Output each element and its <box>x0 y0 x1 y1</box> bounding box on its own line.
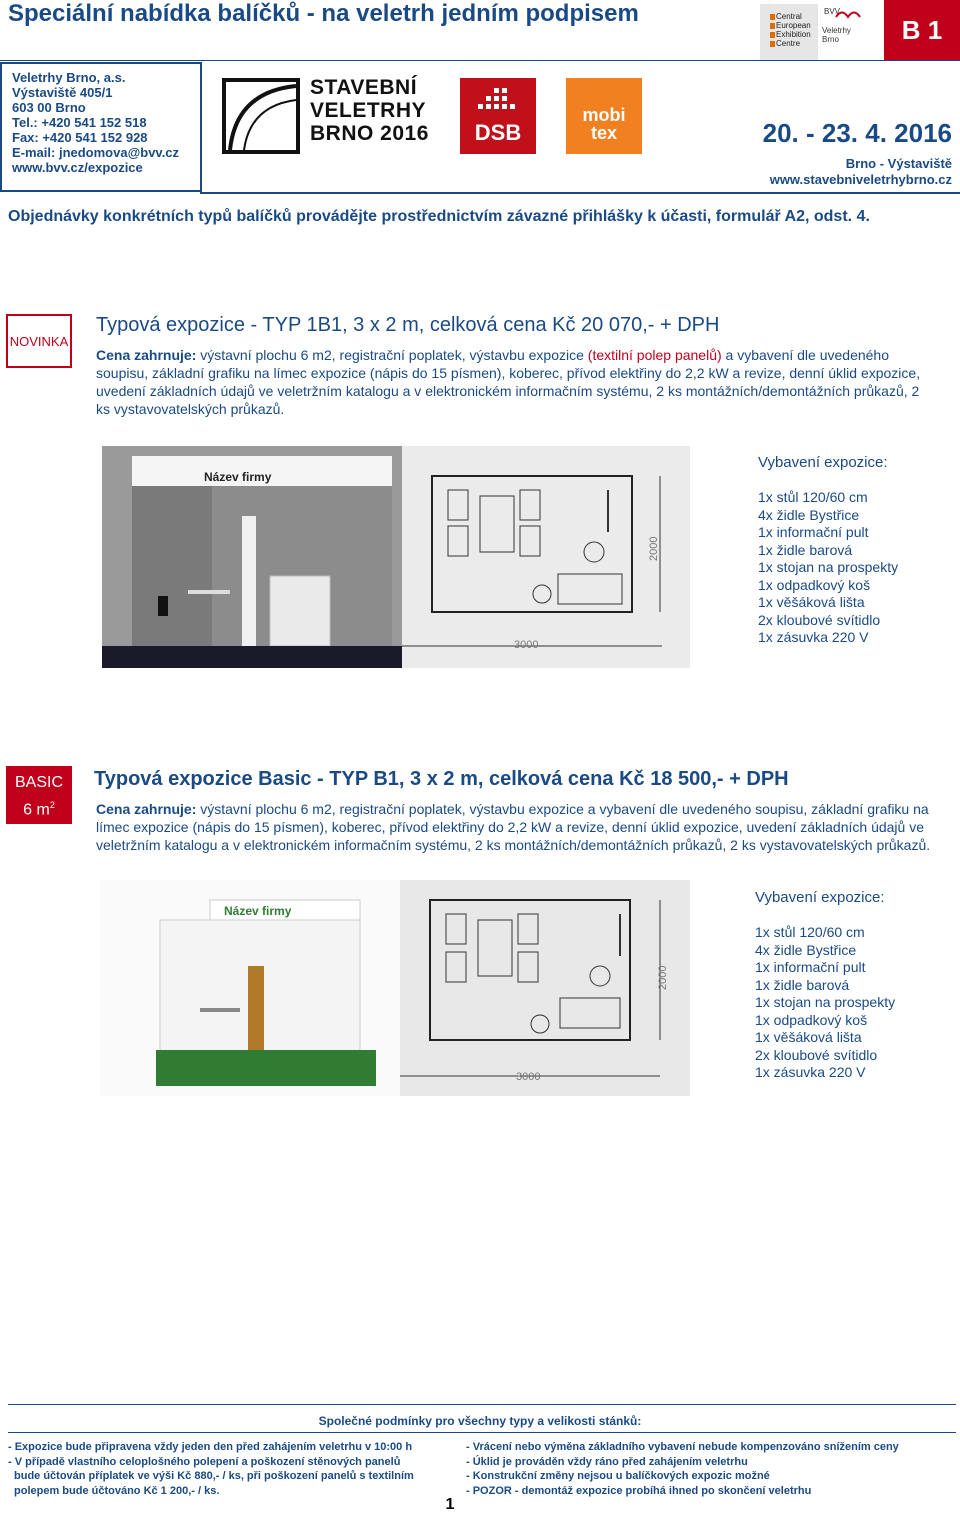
cec-logo: Central European Exhibition Centre <box>760 4 818 60</box>
svg-text:BVV: BVV <box>824 7 841 16</box>
page-number: 1 <box>445 1496 455 1513</box>
svg-text:3000: 3000 <box>516 1071 541 1083</box>
section-badge: B 1 <box>884 0 960 60</box>
list-item: 1x věšáková lišta <box>755 1029 862 1045</box>
list-item: 1x zásuvka 220 V <box>755 1064 866 1080</box>
package-title: Typová expozice - TYP 1B1, 3 x 2 m, celková cena Kč 20 070,- + DPH <box>96 314 720 336</box>
divider <box>200 192 960 194</box>
list-item: 1x židle barová <box>755 976 850 993</box>
dsb-dots-icon <box>478 88 518 118</box>
list-item: 1x informační pult <box>755 959 866 975</box>
condition-item: - POZOR - demontáž expozice probíhá ihned po skončení veletrhu <box>466 1484 812 1497</box>
bvv-logo-icon <box>822 6 868 24</box>
svg-text:2000: 2000 <box>657 965 669 990</box>
equipment-title: Vybavení expozice: <box>755 889 885 906</box>
condition-item: - Konstrukční změny nejsou u balíčkových expozic možné <box>466 1470 770 1482</box>
divider <box>0 60 960 61</box>
equipment-title: Vybavení expozice: <box>758 454 888 471</box>
photo-sign: Název firmy <box>204 470 272 484</box>
svg-text:3000: 3000 <box>514 639 539 651</box>
condition-item: - Expozice bude připravena vždy jeden den před zahájením veletrhu v 10:00 h <box>8 1441 413 1453</box>
event-web-link[interactable]: www.stavebniveletrhybrno.cz <box>769 172 952 187</box>
condition-item: - Vrácení nebo výměna základního vybavení nebude kompenzováno snížením ceny <box>466 1441 899 1453</box>
list-item: 1x odpadkový koš <box>755 1011 868 1028</box>
list-item: 1x věšáková lišta <box>758 594 865 610</box>
package-description: Cena zahrnuje: výstavní plochu 6 m2, registrační poplatek, výstavbu expozice (textilní polep panelů) a vybavení dle uvedeného soupisu, základní grafiku na límec expozice (nápis do 15 písmen), koberec, přívod elektřiny do 2,2 kW a revize, denní úklid expozice, uvedení základních údajů ve veletržním katalogu a v elektronickém informačním systému, 2 ks montážních/demontážních průkazů, 2 ks vystavovatelských průkazů. <box>96 347 921 417</box>
list-item: 1x stojan na prospekty <box>758 559 899 575</box>
stavebni-veletrhy-logo-icon <box>222 78 300 154</box>
package-description: Cena zahrnuje: výstavní plochu 6 m2, registrační poplatek, výstavbu expozice a vybavení dle uvedeného soupisu, základní grafiku na límec expozice (nápis do 15 písmen), koberec, přívod elektřiny do 2,2 kW a revize, denní úklid expozice, uvedení základních údajů ve veletržním katalogu a v elektronickém informačním systému, 2 ks montážních/demontážních průkazů, 2 ks vystavovatelských průkazů. <box>96 801 931 853</box>
footer-conditions-left <box>8 1440 466 1498</box>
list-item: 1x odpadkový koš <box>758 576 871 593</box>
list-item: 2x kloubové svítidlo <box>758 611 881 628</box>
list-item: 1x stůl 120/60 cm <box>758 489 868 505</box>
bvv-logo: BVV Veletrhy Brno <box>822 6 872 58</box>
novinka-badge: NOVINKA <box>6 314 72 368</box>
condition-item: polepem bude účtováno Kč 1 200,- / ks. <box>14 1484 220 1497</box>
mobitex-logo: mobi tex <box>566 78 642 154</box>
address-line: 603 00 Brno <box>12 100 86 115</box>
basic-badge: BASIC 6 $m^2$ <box>6 766 72 824</box>
condition-item: bude účtován příplatek ve výši Kč 880,- / ks, při poškození panelů s textilním <box>14 1470 414 1482</box>
footer-title: Společné podmínky pro všechny typy a velikosti stánků: <box>318 1414 642 1428</box>
equipment-list <box>758 489 898 647</box>
list-item: 1x stojan na prospekty <box>755 994 896 1010</box>
web-link[interactable]: www.bvv.cz/expozice <box>12 160 143 175</box>
footer-conditions-right <box>466 1440 960 1498</box>
package-title: Typová expozice Basic - TYP B1, 3 x 2 m, celková cena Kč 18 500,- + DPH <box>94 768 789 790</box>
address-line: Veletrhy Brno, a.s. <box>12 70 126 85</box>
dsb-logo: DSB <box>460 78 536 154</box>
address-line: Výstaviště 405/1 <box>12 85 113 100</box>
list-item: 4x židle Bystřice <box>755 941 857 958</box>
page-title: Speciální nabídka balíčků - na veletrh jedním podpisem <box>8 0 639 27</box>
stand-visual <box>102 446 690 668</box>
equipment-list <box>755 924 895 1082</box>
email-link[interactable]: E-mail: jnedomova@bvv.cz <box>12 145 180 160</box>
stand-render-image <box>102 446 690 668</box>
order-note: Objednávky konkrétních typů balíčků provádějte prostřednictvím závazné přihlášky k účasti, formulář A2, odst. 4. <box>8 208 870 225</box>
divider <box>8 1404 956 1405</box>
condition-item: - Úklid je prováděn vždy ráno před zahájením veletrhu <box>466 1455 748 1468</box>
list-item: 1x židle barová <box>758 541 853 558</box>
photo-sign: Název firmy <box>224 904 292 918</box>
list-item: 1x informační pult <box>758 524 869 540</box>
phone: Tel.: +420 541 152 518 <box>12 115 147 130</box>
fax: Fax: +420 541 152 928 <box>12 130 148 145</box>
event-dates: 20. - 23. 4. 2016 <box>762 118 952 148</box>
list-item: 1x zásuvka 220 V <box>758 629 869 645</box>
list-item: 1x stůl 120/60 cm <box>755 924 865 940</box>
svg-text:2000: 2000 <box>648 536 660 561</box>
divider <box>8 1432 956 1433</box>
stand-visual <box>100 880 690 1096</box>
contact-box <box>0 62 202 192</box>
event-place: Brno - Výstaviště www.stavebniveletrhybrno.cz <box>769 156 952 187</box>
condition-item: - V případě vlastního celoplošného polepení a poškození stěnových panelů <box>8 1455 401 1468</box>
list-item: 2x kloubové svítidlo <box>755 1046 878 1063</box>
stand-render-image <box>100 880 690 1096</box>
stavebni-veletrhy-logo: STAVEBNÍ VELETRHY BRNO 2016 <box>310 76 429 145</box>
list-item: 4x židle Bystřice <box>758 506 860 523</box>
